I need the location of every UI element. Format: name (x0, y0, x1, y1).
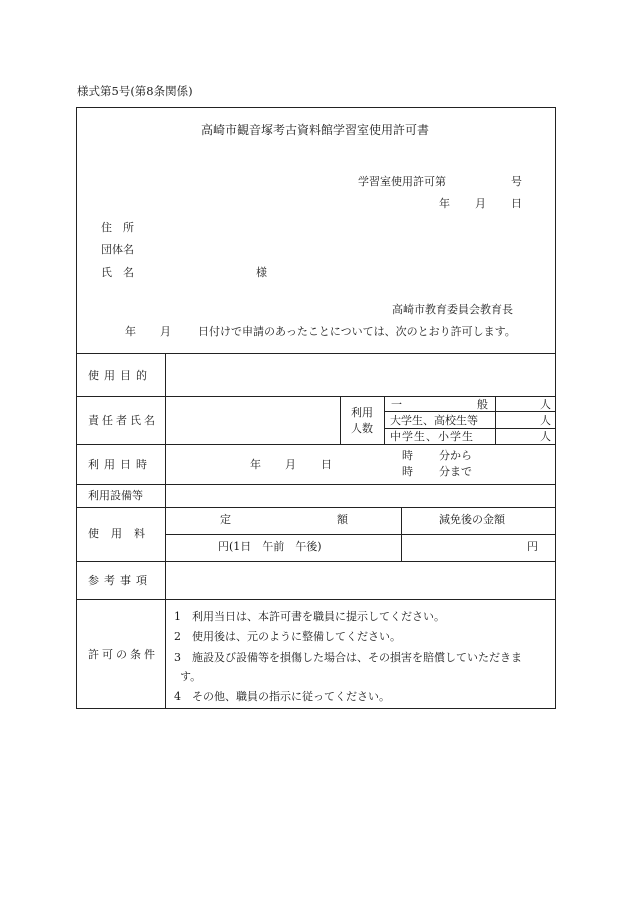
time-from-minute: 分から (439, 449, 472, 462)
row-divider (384, 428, 556, 429)
usage-datetime-label: 利用日時 (88, 458, 152, 471)
row-divider (76, 599, 556, 600)
address-label: 住 所 (101, 221, 134, 234)
statement-year: 年 (125, 325, 136, 338)
issue-date-month: 月 (475, 197, 486, 210)
column-divider (401, 507, 402, 561)
responsible-person-label: 責任者氏名 (88, 414, 158, 427)
column-divider (340, 396, 341, 444)
issue-date-year: 年 (439, 197, 450, 210)
column-divider (165, 353, 166, 709)
row-divider (76, 561, 556, 562)
user-unit: 人 (540, 430, 551, 443)
time-to-minute: 分まで (439, 465, 472, 478)
row-divider (76, 444, 556, 445)
statement-month: 月 (160, 325, 171, 338)
condition-item: 3 施設及び設備等を損傷した場合は、その損害を賠償していただきま (174, 651, 522, 664)
row-divider (76, 507, 556, 508)
purpose-label: 使用目的 (88, 369, 152, 382)
users-count-label-line2: 人数 (351, 422, 373, 435)
group-name-label: 団体名 (101, 243, 134, 256)
condition-item-continuation: す。 (180, 670, 202, 683)
honorific: 様 (256, 266, 267, 279)
fee-reduced-value: 円 (527, 540, 538, 553)
fee-reduced-header: 減免後の金額 (439, 513, 505, 526)
name-label: 氏 名 (101, 266, 134, 279)
time-to-hour: 時 (402, 465, 413, 478)
user-type-university-high: 大学生、高校生等 (390, 414, 478, 427)
usage-date-day: 日 (321, 458, 332, 471)
user-type-junior-elementary: 中学生、小学生 (390, 430, 474, 443)
usage-date-year: 年 (250, 458, 261, 471)
condition-item: 2 使用後は、元のように整備してください。 (174, 630, 401, 643)
issue-date-day: 日 (511, 197, 522, 210)
fee-label: 使用料 (88, 527, 157, 540)
row-divider (384, 411, 556, 412)
user-unit: 人 (540, 398, 551, 411)
equipment-label: 利用設備等 (88, 489, 143, 502)
row-divider (76, 484, 556, 485)
permit-number-prefix: 学習室使用許可第 (358, 175, 446, 188)
permit-number-suffix: 号 (511, 175, 522, 188)
user-type-general-right: 般 (477, 398, 488, 411)
row-divider (76, 353, 556, 354)
row-divider (165, 534, 556, 535)
user-unit: 人 (540, 414, 551, 427)
form-number: 様式第5号(第8条関係) (77, 84, 193, 98)
time-from-hour: 時 (402, 449, 413, 462)
usage-date-month: 月 (285, 458, 296, 471)
column-divider (384, 396, 385, 444)
condition-item: 1 利用当日は、本許可書を職員に提示してください。 (174, 610, 445, 623)
users-count-label-line1: 利用 (351, 406, 373, 419)
issuer: 高崎市教育委員会教育長 (392, 303, 513, 316)
user-type-general-left: 一 (391, 398, 402, 411)
row-divider (76, 396, 556, 397)
conditions-label: 許可の条件 (88, 648, 158, 661)
fee-fixed-value: 円(1日 午前 午後) (218, 540, 322, 553)
statement-body: 日付けで申請のあったことについては、次のとおり許可します。 (198, 325, 516, 338)
fee-fixed-right: 額 (337, 513, 348, 526)
document-title: 高崎市観音塚考古資料館学習室使用許可書 (200, 123, 429, 137)
column-divider (495, 396, 496, 444)
condition-item: 4 その他、職員の指示に従ってください。 (174, 690, 390, 703)
fee-fixed-left: 定 (220, 513, 231, 526)
notes-label: 参考事項 (88, 574, 152, 587)
